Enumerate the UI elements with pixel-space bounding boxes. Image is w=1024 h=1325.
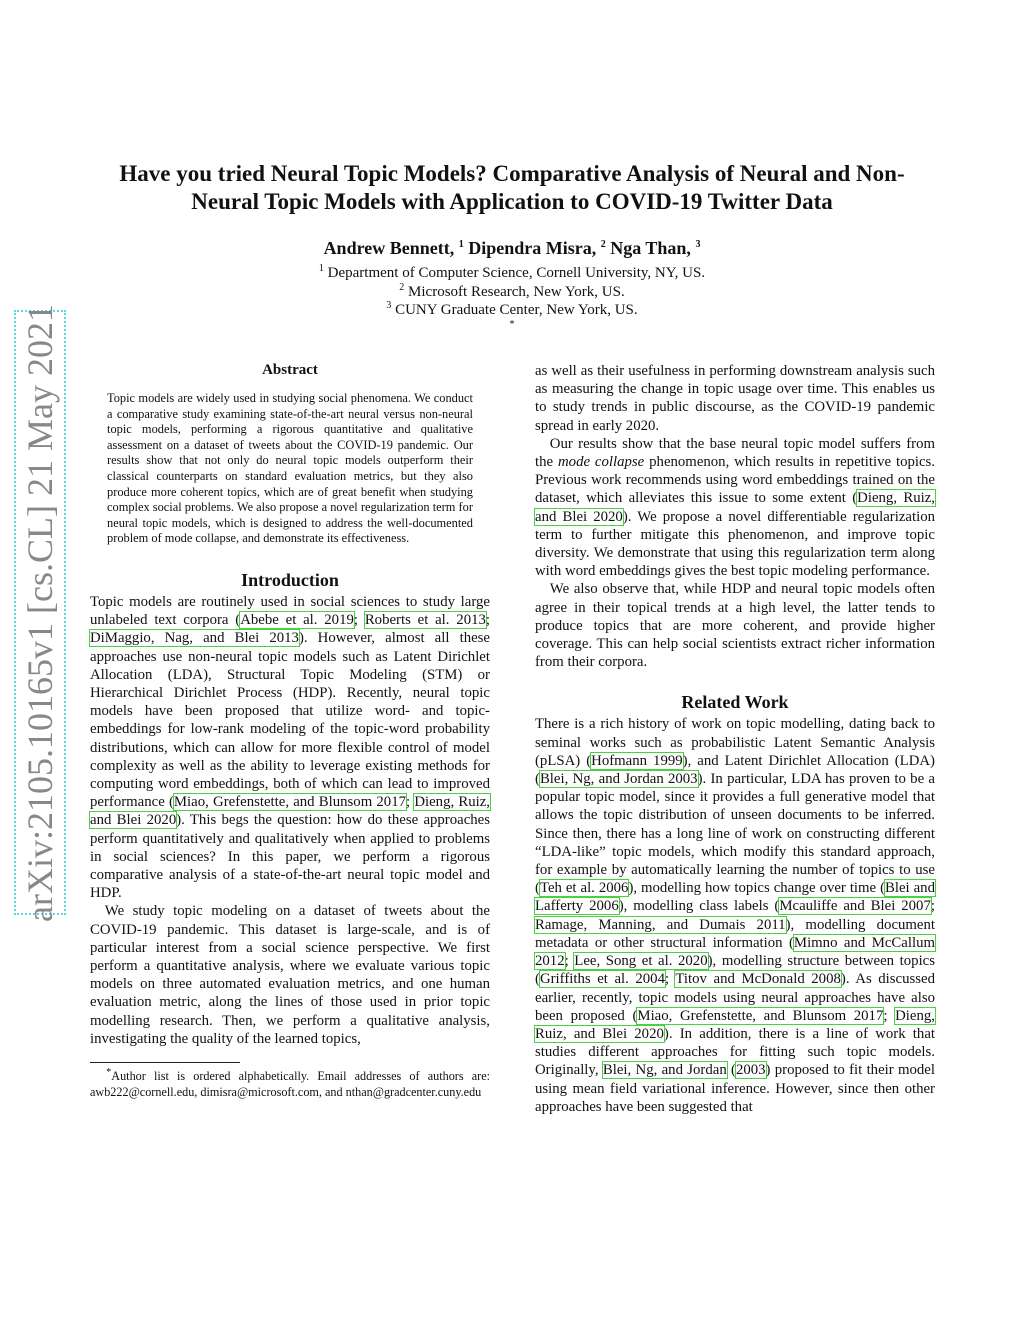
citation-link[interactable]: Mimno and McCallum 2012: [535, 934, 935, 970]
affiliation: $^3$ CUNY Graduate Center, New York, US.: [386, 300, 638, 318]
citation-link[interactable]: Mcauliffe and Blei 2007: [779, 898, 931, 915]
intro-paragraph-5: We also observe that, while HDP and neural topic models often agree in their topical trends at a high level, the latter tends to produce topics that are more coherent, and provide higher coverage. This can help social scientists extract richer information from their corpora.: [535, 581, 935, 671]
citation-link[interactable]: DiMaggio, Nag, and Blei 2013: [90, 630, 299, 647]
author-list: [100, 236, 924, 260]
left-column: [90, 362, 490, 1100]
citation-link[interactable]: Teh et al. 2006: [539, 880, 629, 897]
intro-paragraph-1: Topic models are routinely used in social sciences to study large unlabeled text corpora (Abebe et al. 2019; Roberts et al. 2013; DiMaggio, Nag, and Blei 2013). However, almost all these approaches use non-neural topic models such as Latent Dirichlet Allocation (LDA), Structural Topic Modeling (STM) or Hierarchical Dirichlet Process (HDP). Recently, neural topic models have been proposed that utilize word- and topic-embeddings for low-rank modeling of the topic-word probability distributions, which can allow for more flexible control of model complexity as well as the ability to leverage existing methods for computing word embeddings, both of which can lead to improved performance (Miao, Grefenstette, and Blunsom 2017; Dieng, Ruiz, and Blei 2020). This begs the question: how do these approaches perform quantitatively and qualitatively when applied to problems in social sciences? In this paper, we perform a rigorous comparative analysis of a state-of-the-art neural topic model and HDP.: [90, 593, 491, 902]
citation-link[interactable]: Titov and McDonald 2008: [675, 971, 841, 988]
author-sup: 2: [600, 239, 606, 250]
arxiv-id: arXiv:2105.10165v1 [cs.CL] 21 May 2021: [20, 303, 60, 922]
citation-link[interactable]: Dieng, Ruiz, and Blei 2020: [535, 490, 935, 525]
related-work-heading: Related Work: [681, 692, 789, 713]
author-sup: 1: [458, 239, 464, 250]
affiliation: $^2$ Microsoft Research, New York, US.: [399, 281, 625, 300]
affiliations: [100, 264, 924, 338]
citation-link[interactable]: Griffiths et al. 2004: [539, 971, 665, 988]
author-name: Dipendra Misra,: [468, 238, 597, 258]
citation-link[interactable]: Dieng, Ruiz, and Blei 2020: [535, 1007, 935, 1042]
arxiv-watermark: [14, 303, 66, 922]
citation-link[interactable]: Ramage, Manning, and Dumais 2011: [535, 916, 786, 933]
citation-link[interactable]: Blei and Lafferty 2006: [535, 880, 935, 915]
citation-link[interactable]: Miao, Grefenstette, and Blunsom 2017: [637, 1007, 884, 1024]
citation-link[interactable]: Blei, Ng, and Jordan 2003: [539, 771, 698, 788]
affiliation-star: *: [509, 318, 515, 330]
footnote-mark: *: [106, 1066, 112, 1078]
introduction-heading: Introduction: [241, 569, 339, 590]
citation-link[interactable]: Dieng, Ruiz, and Blei 2020: [90, 794, 491, 829]
citation-link[interactable]: Roberts et al. 2013: [364, 612, 486, 629]
citation-link[interactable]: Abebe et al. 2019: [240, 612, 354, 629]
author-sup: 3: [695, 239, 701, 250]
footnote: [90, 1066, 491, 1100]
related-work-paragraph-1: There is a rich history of work on topic modelling, dating back to seminal works such as probabilistic Latent Semantic Analysis (pLSA) (Hofmann 1999), and Latent Dirichlet Allocation (LDA) (Blei, Ng, and Jordan 2003). In particular, LDA has proven to be a popular topic model, since it provides a full generative model that allows the topic distribution of unseen documents to be inferred. Since then, there has a long line of work on constructing different “LDA-like” topic models, which modify this standard approach, for example by automatically learning the number of topics to use (Teh et al. 2006), modelling how topics change over time (Blei and Lafferty 2006), modelling class labels (Mcauliffe and Blei 2007; Ramage, Manning, and Dumais 2011), modelling document metadata or other structural information (Mimno and McCallum 2012; Lee, Song et al. 2020), modelling structure between topics (Griffiths et al. 2004; Titov and McDonald 2008). As discussed earlier, recently, topic models using neural approaches have also been proposed (Miao, Grefenstette, and Blunsom 2017; Dieng, Ruiz, and Blei 2020). In addition, there is a line of work that studies different approaches for fitting such topic models. Originally, Blei, Ng, and Jordan (2003) proposed to fit their model using mean field variational inference. However, since then other approaches have been suggested that: [535, 716, 936, 1115]
abstract-text: Topic models are widely used in studying social phenomena. We conduct a comparative study examining state-of-the-art neural versus non-neural topic models, performing a rigorous quantitative and qualitative assessment on a dataset of tweets about the COVID-19 pandemic. Our results show that not only do neural topic models outperform their classical counterparts on standard evaluation metrics, but they also produce more coherent topics, which are of great benefit when studying complex social problems. We also propose a novel regularization term for neural topic models, which is designed to address the well-documented problem of mode collapse, and demonstrate its effectiveness.: [107, 391, 473, 546]
intro-paragraph-3: as well as their usefulness in performing downstream analysis such as measuring the change in topic usage over time. This enables us to study trends in public discourse, as the COVID-19 pandemic spread in early 2020.: [535, 363, 935, 434]
intro-paragraph-4: Our results show that the base neural topic model suffers from the mode collapse phenomenon, which results in repetitive topics. Previous work recommends using word embeddings trained on the dataset, which alleviates this issue to some extent (Dieng, Ruiz, and Blei 2020). We propose a novel differentiable regularization term to further mitigate this phenomenon, and improve topic diversity. We demonstrate that using this regularization term along with word embeddings gives the best topic modeling performance.: [535, 435, 936, 580]
affiliation: $^1$ Department of Computer Science, Cornell University, NY, US.: [318, 263, 706, 281]
citation-link[interactable]: Hofmann 1999: [591, 752, 683, 769]
citation-link[interactable]: 2003: [735, 1062, 766, 1079]
footnote-text: Author list is ordered alphabetically. Email addresses of authors are: awb222@cornell.edu, dimisra@microsoft.com, and nthan@gradcenter.cuny.edu: [90, 1069, 491, 1099]
abstract-heading: Abstract: [262, 362, 318, 378]
author-name: Andrew Bennett,: [323, 238, 455, 258]
citation-link[interactable]: Blei, Ng, and Jordan: [602, 1062, 727, 1079]
right-column: [535, 362, 935, 1116]
footnote-rule: [90, 1062, 240, 1063]
citation-link[interactable]: Miao, Grefenstette, and Blunsom 2017: [173, 794, 406, 811]
intro-paragraph-2: We study topic modeling on a dataset of tweets about the COVID-19 pandemic. This dataset is large-scale, and is of particular interest from a social science perspective. We first perform a quantitative analysis, where we evaluate various topic models on three automated evaluation metrics, and one human evaluation metric, along the lines of those used in prior topic modelling research. Then, we perform a qualitative analysis, investigating the quality of the learned topics,: [90, 903, 490, 1047]
citation-link[interactable]: Lee, Song et al. 2020: [574, 953, 708, 970]
paper-title: Have you tried Neural Topic Models? Comparative Analysis of Neural and Non-Neural Topic Models with Application to COVID-19 Twitter Data: [119, 161, 905, 214]
author-name: Nga Than,: [610, 238, 691, 258]
